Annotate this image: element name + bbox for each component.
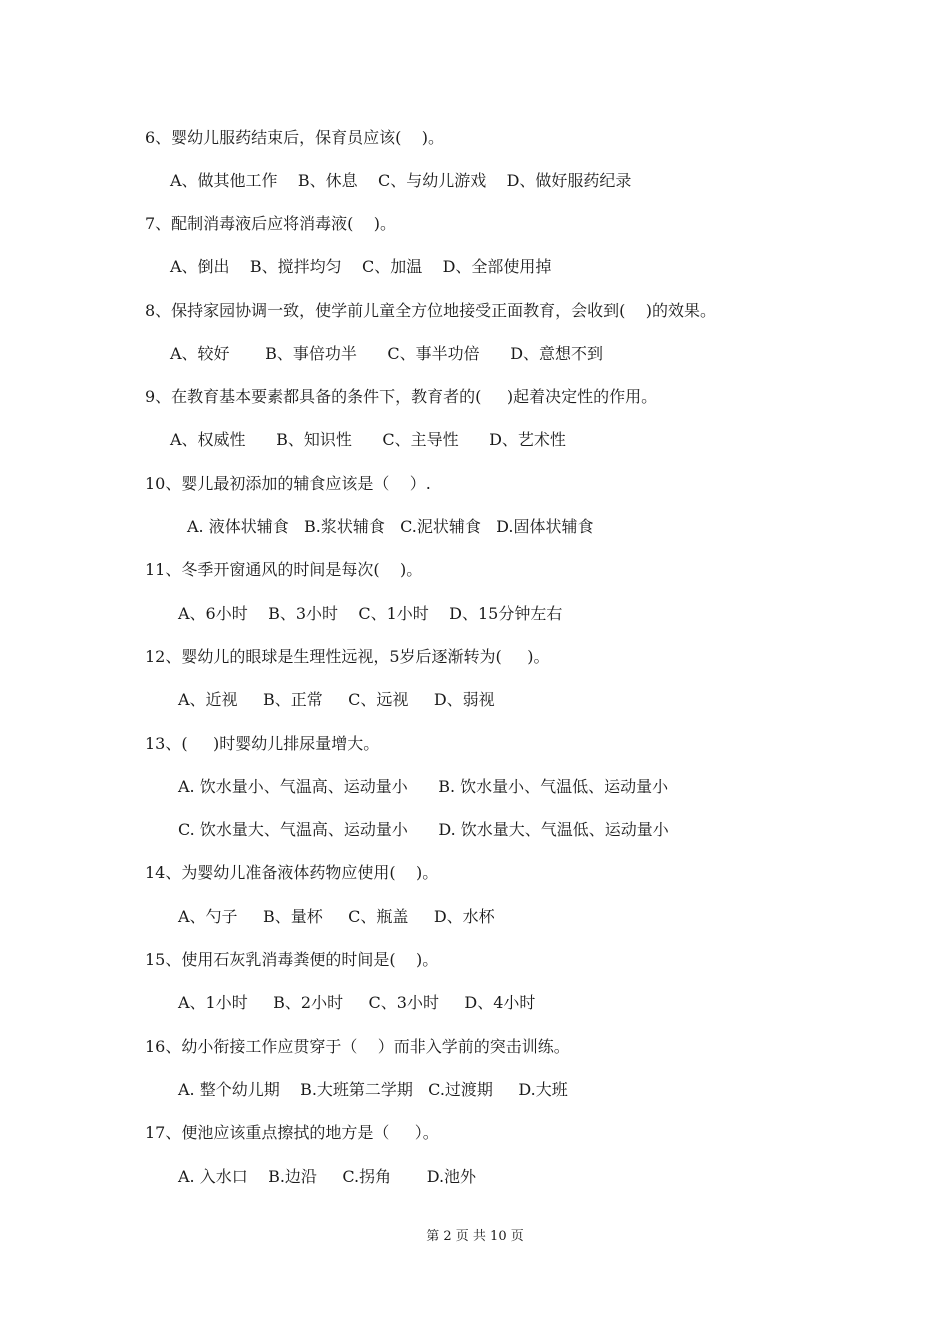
question-15-options: A、1小时 B、2小时 C、3小时 D、4小时	[178, 993, 536, 1012]
question-9-options: A、权威性 B、知识性 C、主导性 D、艺术性	[170, 430, 566, 449]
question-7: 7、配制消毒液后应将消毒液( )。	[145, 214, 397, 233]
question-12-options: A、近视 B、正常 C、远视 D、弱视	[178, 690, 495, 709]
question-6: 6、婴幼儿服药结束后，保育员应该( )。	[145, 128, 445, 147]
question-10-options: A. 液体状辅食 B.浆状辅食 C.泥状辅食 D.固体状辅食	[187, 517, 594, 536]
question-15: 15、使用石灰乳消毒粪便的时间是( )。	[145, 950, 439, 969]
question-14: 14、为婴幼儿准备液体药物应使用( )。	[145, 863, 439, 882]
question-8: 8、保持家园协调一致，使学前儿童全方位地接受正面教育，会收到( )的效果。	[145, 301, 717, 320]
question-16: 16、幼小衔接工作应贯穿于（ ）而非入学前的突击训练。	[145, 1037, 570, 1056]
question-13-options-cd: C. 饮水量大、气温高、运动量小 D. 饮水量大、气温低、运动量小	[178, 820, 669, 839]
question-13-options-ab: A. 饮水量小、气温高、运动量小 B. 饮水量小、气温低、运动量小	[178, 777, 669, 796]
question-17-options: A. 入水口 B.边沿 C.拐角 D.池外	[178, 1167, 477, 1186]
question-11: 11、冬季开窗通风的时间是每次( )。	[145, 560, 423, 579]
page-footer: 第 2 页 共 10 页	[426, 1229, 524, 1244]
question-8-options: A、较好 B、事倍功半 C、事半功倍 D、意想不到	[170, 344, 604, 363]
question-13: 13、( )时婴幼儿排尿量增大。	[145, 734, 380, 753]
question-16-options: A. 整个幼儿期 B.大班第二学期 C.过渡期 D.大班	[178, 1080, 568, 1099]
question-10: 10、婴儿最初添加的辅食应该是（ ）.	[145, 474, 431, 493]
question-11-options: A、6小时 B、3小时 C、1小时 D、15分钟左右	[178, 604, 563, 623]
question-7-options: A、倒出 B、搅拌均匀 C、加温 D、全部使用掉	[170, 257, 552, 276]
question-9: 9、在教育基本要素都具备的条件下，教育者的( )起着决定性的作用。	[145, 387, 658, 406]
question-6-options: A、做其他工作 B、休息 C、与幼儿游戏 D、做好服药纪录	[170, 171, 632, 190]
question-12: 12、婴幼儿的眼球是生理性远视，5岁后逐渐转为( )。	[145, 647, 550, 666]
question-14-options: A、勺子 B、量杯 C、瓶盖 D、水杯	[178, 907, 495, 926]
question-17: 17、便池应该重点擦拭的地方是（ ）。	[145, 1123, 439, 1142]
